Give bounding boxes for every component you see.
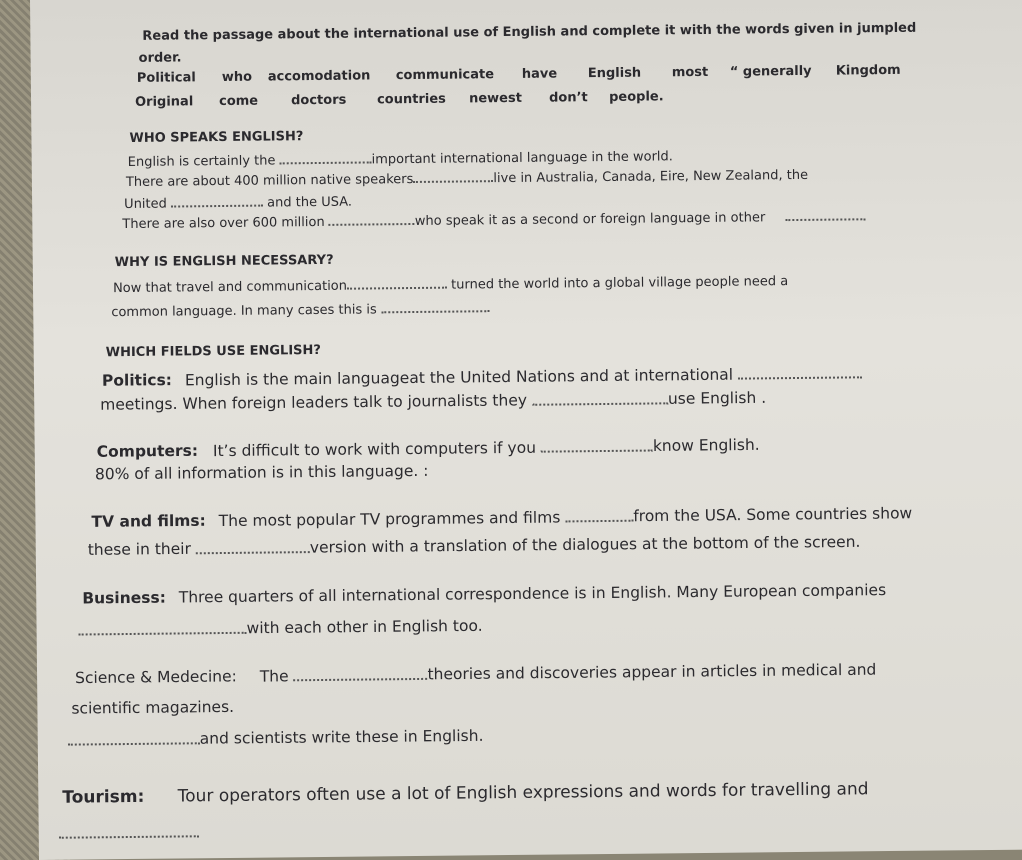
field-label-tv: TV and films: — [91, 511, 206, 531]
word-bank-item: countries — [376, 91, 446, 108]
tv-line-1 — [91, 501, 912, 531]
word-bank-row-1 — [137, 63, 901, 86]
answer-blank[interactable] — [196, 535, 310, 554]
word-bank-item: people. — [608, 89, 664, 105]
text: Now that travel and communication — [112, 278, 348, 297]
text: There are also over 600 million — [122, 214, 325, 233]
answer-blank[interactable] — [381, 297, 489, 313]
text: English is certainly the — [127, 153, 276, 170]
computers-line-1 — [97, 432, 760, 460]
text: these in their — [87, 539, 192, 559]
field-label-computers: Computers: — [96, 441, 199, 461]
text: meetings. When foreign leaders talk to journalists they — [100, 391, 528, 414]
word-bank-item: Original — [134, 94, 194, 110]
answer-blank[interactable] — [280, 148, 372, 164]
answer-blank[interactable] — [347, 274, 447, 290]
word-bank-item: most — [671, 64, 709, 81]
answer-blank[interactable] — [171, 192, 263, 208]
word-bank-item: newest — [468, 90, 522, 107]
text: There are about 400 million native speakers — [125, 171, 414, 191]
answer-blank[interactable] — [68, 726, 200, 745]
business-line-1 — [82, 581, 886, 607]
text: theories and discoveries appear in articles in medical and — [427, 660, 877, 684]
who-line-3 — [124, 191, 352, 212]
science-line-1 — [75, 657, 876, 687]
answer-blank[interactable] — [78, 616, 246, 635]
text: and the USA. — [267, 194, 353, 211]
business-line-2 — [78, 613, 482, 639]
text: The most popular TV programmes and films — [218, 507, 561, 530]
answer-blank[interactable] — [329, 210, 415, 226]
computers-line-2: 80% of all information is in this language. : — [94, 461, 429, 484]
word-bank-item: Kingdom — [835, 62, 901, 79]
instruction-line-1: Read the passage about the international use of English and complete it with the words given in jumpled — [142, 20, 917, 44]
field-label-business: Business: — [82, 588, 166, 608]
word-bank-item: who — [221, 69, 253, 85]
why-line-2 — [111, 297, 489, 320]
answer-blank[interactable] — [565, 504, 633, 522]
text: common language. In many cases this is — [111, 302, 377, 321]
word-bank-item: Political — [136, 70, 196, 86]
section-heading-who: WHO SPEAKS ENGLISH? — [129, 129, 304, 146]
word-bank-item: come — [218, 93, 259, 110]
field-label-tourism: Tourism: — [62, 786, 145, 808]
text: The — [259, 666, 289, 686]
text: use English . — [667, 388, 767, 408]
text: and scientists write these in English. — [199, 726, 484, 748]
politics-line-2 — [100, 385, 766, 413]
text: It’s difficult to work with computers if you — [212, 438, 537, 460]
answer-blank[interactable] — [293, 662, 427, 681]
field-label-politics: Politics: — [101, 371, 173, 390]
text: who speak it as a second or foreign language in other — [414, 210, 766, 229]
text: turned the world into a global village people need a — [451, 274, 789, 293]
text: version with a translation of the dialogues at the bottom of the screen. — [309, 532, 861, 557]
why-line-1 — [113, 270, 788, 296]
word-bank-item: communicate — [395, 67, 495, 84]
text: from the USA. Some countries show — [633, 504, 913, 526]
answer-blank[interactable] — [738, 360, 862, 379]
word-bank-item: accomodation — [267, 68, 371, 85]
instruction-line-2: order. — [138, 50, 182, 66]
answer-blank[interactable] — [532, 386, 668, 405]
text: Three quarters of all international correspondence is in English. Many European companies — [178, 581, 887, 607]
word-bank-item: “ generally — [729, 63, 812, 80]
section-heading-fields: WHICH FIELDS USE ENGLISH? — [105, 342, 321, 361]
word-bank-item: don’t — [548, 90, 588, 106]
answer-blank[interactable] — [785, 205, 865, 221]
text: with each other in English too. — [246, 616, 483, 638]
science-line-3 — [68, 723, 484, 749]
worksheet-page — [30, 0, 1022, 860]
science-line-2: scientific magazines. — [71, 697, 235, 718]
word-bank-item: doctors — [290, 92, 347, 109]
answer-blank[interactable] — [59, 818, 199, 838]
field-label-science: Science & Medecine: — [75, 667, 237, 688]
text: United — [124, 196, 167, 213]
text: know English. — [652, 435, 760, 456]
text: Tour operators often use a lot of English expressions and words for travelling and — [177, 779, 869, 807]
word-bank-row-2 — [135, 89, 664, 110]
text: important international language in the world. — [371, 149, 673, 168]
tv-line-2 — [88, 529, 861, 559]
answer-blank[interactable] — [541, 434, 653, 453]
word-bank-item: have — [521, 66, 558, 82]
section-heading-why: WHY IS ENGLISH NECESSARY? — [114, 252, 334, 271]
answer-blank[interactable] — [413, 167, 493, 183]
tourism-line-2 — [59, 818, 199, 843]
text: English is the main languageat the United Nations and at international — [184, 365, 734, 389]
text: live in Australia, Canada, Eire, New Zealand, the — [493, 167, 809, 187]
word-bank-item: English — [587, 65, 642, 82]
tourism-line-1 — [62, 779, 868, 807]
